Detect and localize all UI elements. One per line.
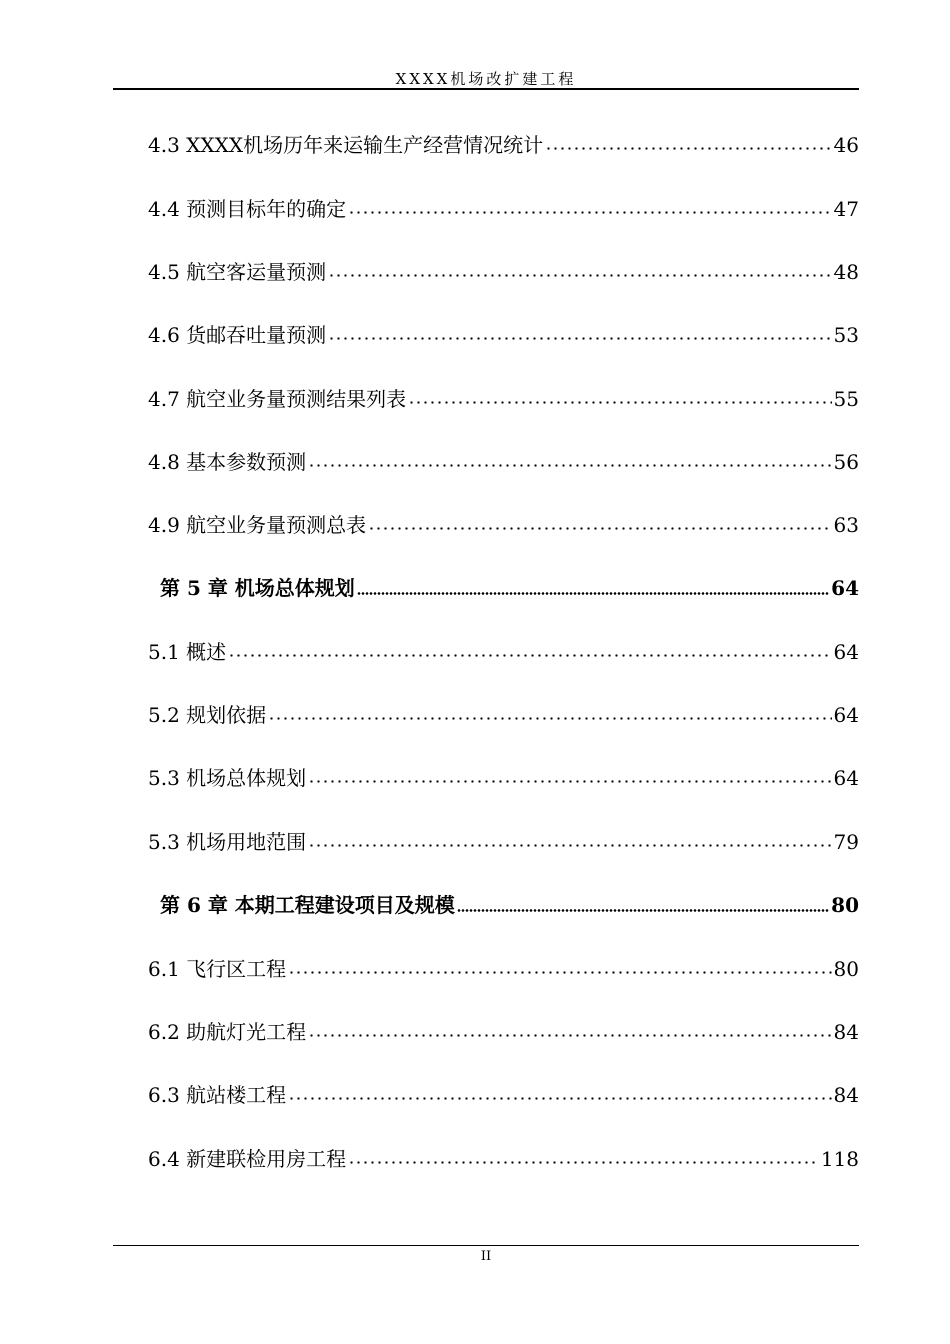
- toc-entry[interactable]: [148, 700, 859, 730]
- toc-entry-label: 5.2 规划依据: [148, 703, 267, 727]
- toc-dot-leader: [308, 768, 831, 788]
- toc-dot-leader: [457, 895, 829, 915]
- toc-entry-label: 5.3 机场用地范围: [148, 830, 307, 854]
- toc-entry[interactable]: [148, 384, 859, 414]
- toc-entry-page: 64: [833, 703, 859, 727]
- toc-entry-page: 46: [833, 133, 859, 157]
- toc-entry-label: 4.8 基本参数预测: [148, 450, 307, 474]
- toc-entry-page: 79: [833, 830, 859, 854]
- toc-entry-page: 80: [833, 957, 859, 981]
- toc-chapter-label: 第 6 章 本期工程建设项目及规模: [160, 893, 455, 917]
- toc-entry-label: 6.2 助航灯光工程: [148, 1020, 307, 1044]
- toc-dot-leader: [328, 325, 831, 345]
- toc-entry-label: 6.1 飞行区工程: [148, 957, 287, 981]
- footer-page-number: II: [480, 1249, 492, 1264]
- toc-entry-label: 4.9 航空业务量预测总表: [148, 513, 367, 537]
- toc-entry[interactable]: [148, 257, 859, 287]
- toc-entry-page: 63: [833, 513, 859, 537]
- toc-entry[interactable]: [148, 194, 859, 224]
- toc-dot-leader: [308, 452, 831, 472]
- toc-chapter-page: 64: [831, 576, 859, 600]
- toc-entry[interactable]: [148, 510, 859, 540]
- toc-entry-page: 55: [833, 387, 859, 411]
- toc-entry-page: 84: [833, 1083, 859, 1107]
- toc-entry-page: 56: [833, 450, 859, 474]
- header-divider: [113, 88, 859, 90]
- toc-dot-leader: [268, 705, 831, 725]
- toc-entry-label: 5.1 概述: [148, 640, 227, 664]
- toc-chapter-entry[interactable]: [160, 890, 859, 920]
- toc-entry[interactable]: [148, 1080, 859, 1110]
- toc-entry[interactable]: [148, 763, 859, 793]
- toc-entry-page: 64: [833, 640, 859, 664]
- toc-entry-label: 4.5 航空客运量预测: [148, 260, 327, 284]
- toc-entry-label: 4.6 货邮吞吐量预测: [148, 323, 327, 347]
- toc-entry-page: 118: [820, 1147, 859, 1171]
- toc-entry-label: 4.3 XXXX机场历年来运输生产经营情况统计: [148, 133, 544, 157]
- toc-entry-page: 84: [833, 1020, 859, 1044]
- footer-divider: [113, 1245, 859, 1246]
- toc-entry-label: 4.7 航空业务量预测结果列表: [148, 387, 407, 411]
- toc-chapter-page: 80: [831, 893, 859, 917]
- toc-dot-leader: [288, 1085, 831, 1105]
- toc-dot-leader: [348, 199, 831, 219]
- toc-entry[interactable]: [148, 320, 859, 350]
- toc-entry-page: 64: [833, 766, 859, 790]
- toc-entry[interactable]: [148, 130, 859, 160]
- toc-entry-label: 5.3 机场总体规划: [148, 766, 307, 790]
- toc-dot-leader: [408, 389, 831, 409]
- toc-entry[interactable]: [148, 954, 859, 984]
- toc-dot-leader: [328, 262, 831, 282]
- toc-dot-leader: [288, 959, 831, 979]
- header-title: XXXX机场改扩建工程: [395, 70, 577, 88]
- toc-entry[interactable]: [148, 1017, 859, 1047]
- toc-entry[interactable]: [148, 827, 859, 857]
- toc-entry[interactable]: [148, 447, 859, 477]
- toc-dot-leader: [545, 135, 831, 155]
- toc-entry-label: 6.4 新建联检用房工程: [148, 1147, 347, 1171]
- toc-entry[interactable]: [148, 637, 859, 667]
- toc-entry-page: 53: [833, 323, 859, 347]
- toc-dot-leader: [348, 1149, 819, 1169]
- toc-entry-label: 4.4 预测目标年的确定: [148, 197, 347, 221]
- toc-dot-leader: [308, 1022, 831, 1042]
- toc-entry-page: 48: [833, 260, 859, 284]
- toc-entry[interactable]: [148, 1144, 859, 1174]
- toc-dot-leader: [357, 578, 829, 598]
- toc-dot-leader: [228, 642, 831, 662]
- toc-dot-leader: [308, 832, 831, 852]
- toc-entry-label: 6.3 航站楼工程: [148, 1083, 287, 1107]
- toc-chapter-entry[interactable]: [160, 573, 859, 603]
- toc-entry-page: 47: [833, 197, 859, 221]
- toc-chapter-label: 第 5 章 机场总体规划: [160, 576, 355, 600]
- toc-dot-leader: [368, 515, 831, 535]
